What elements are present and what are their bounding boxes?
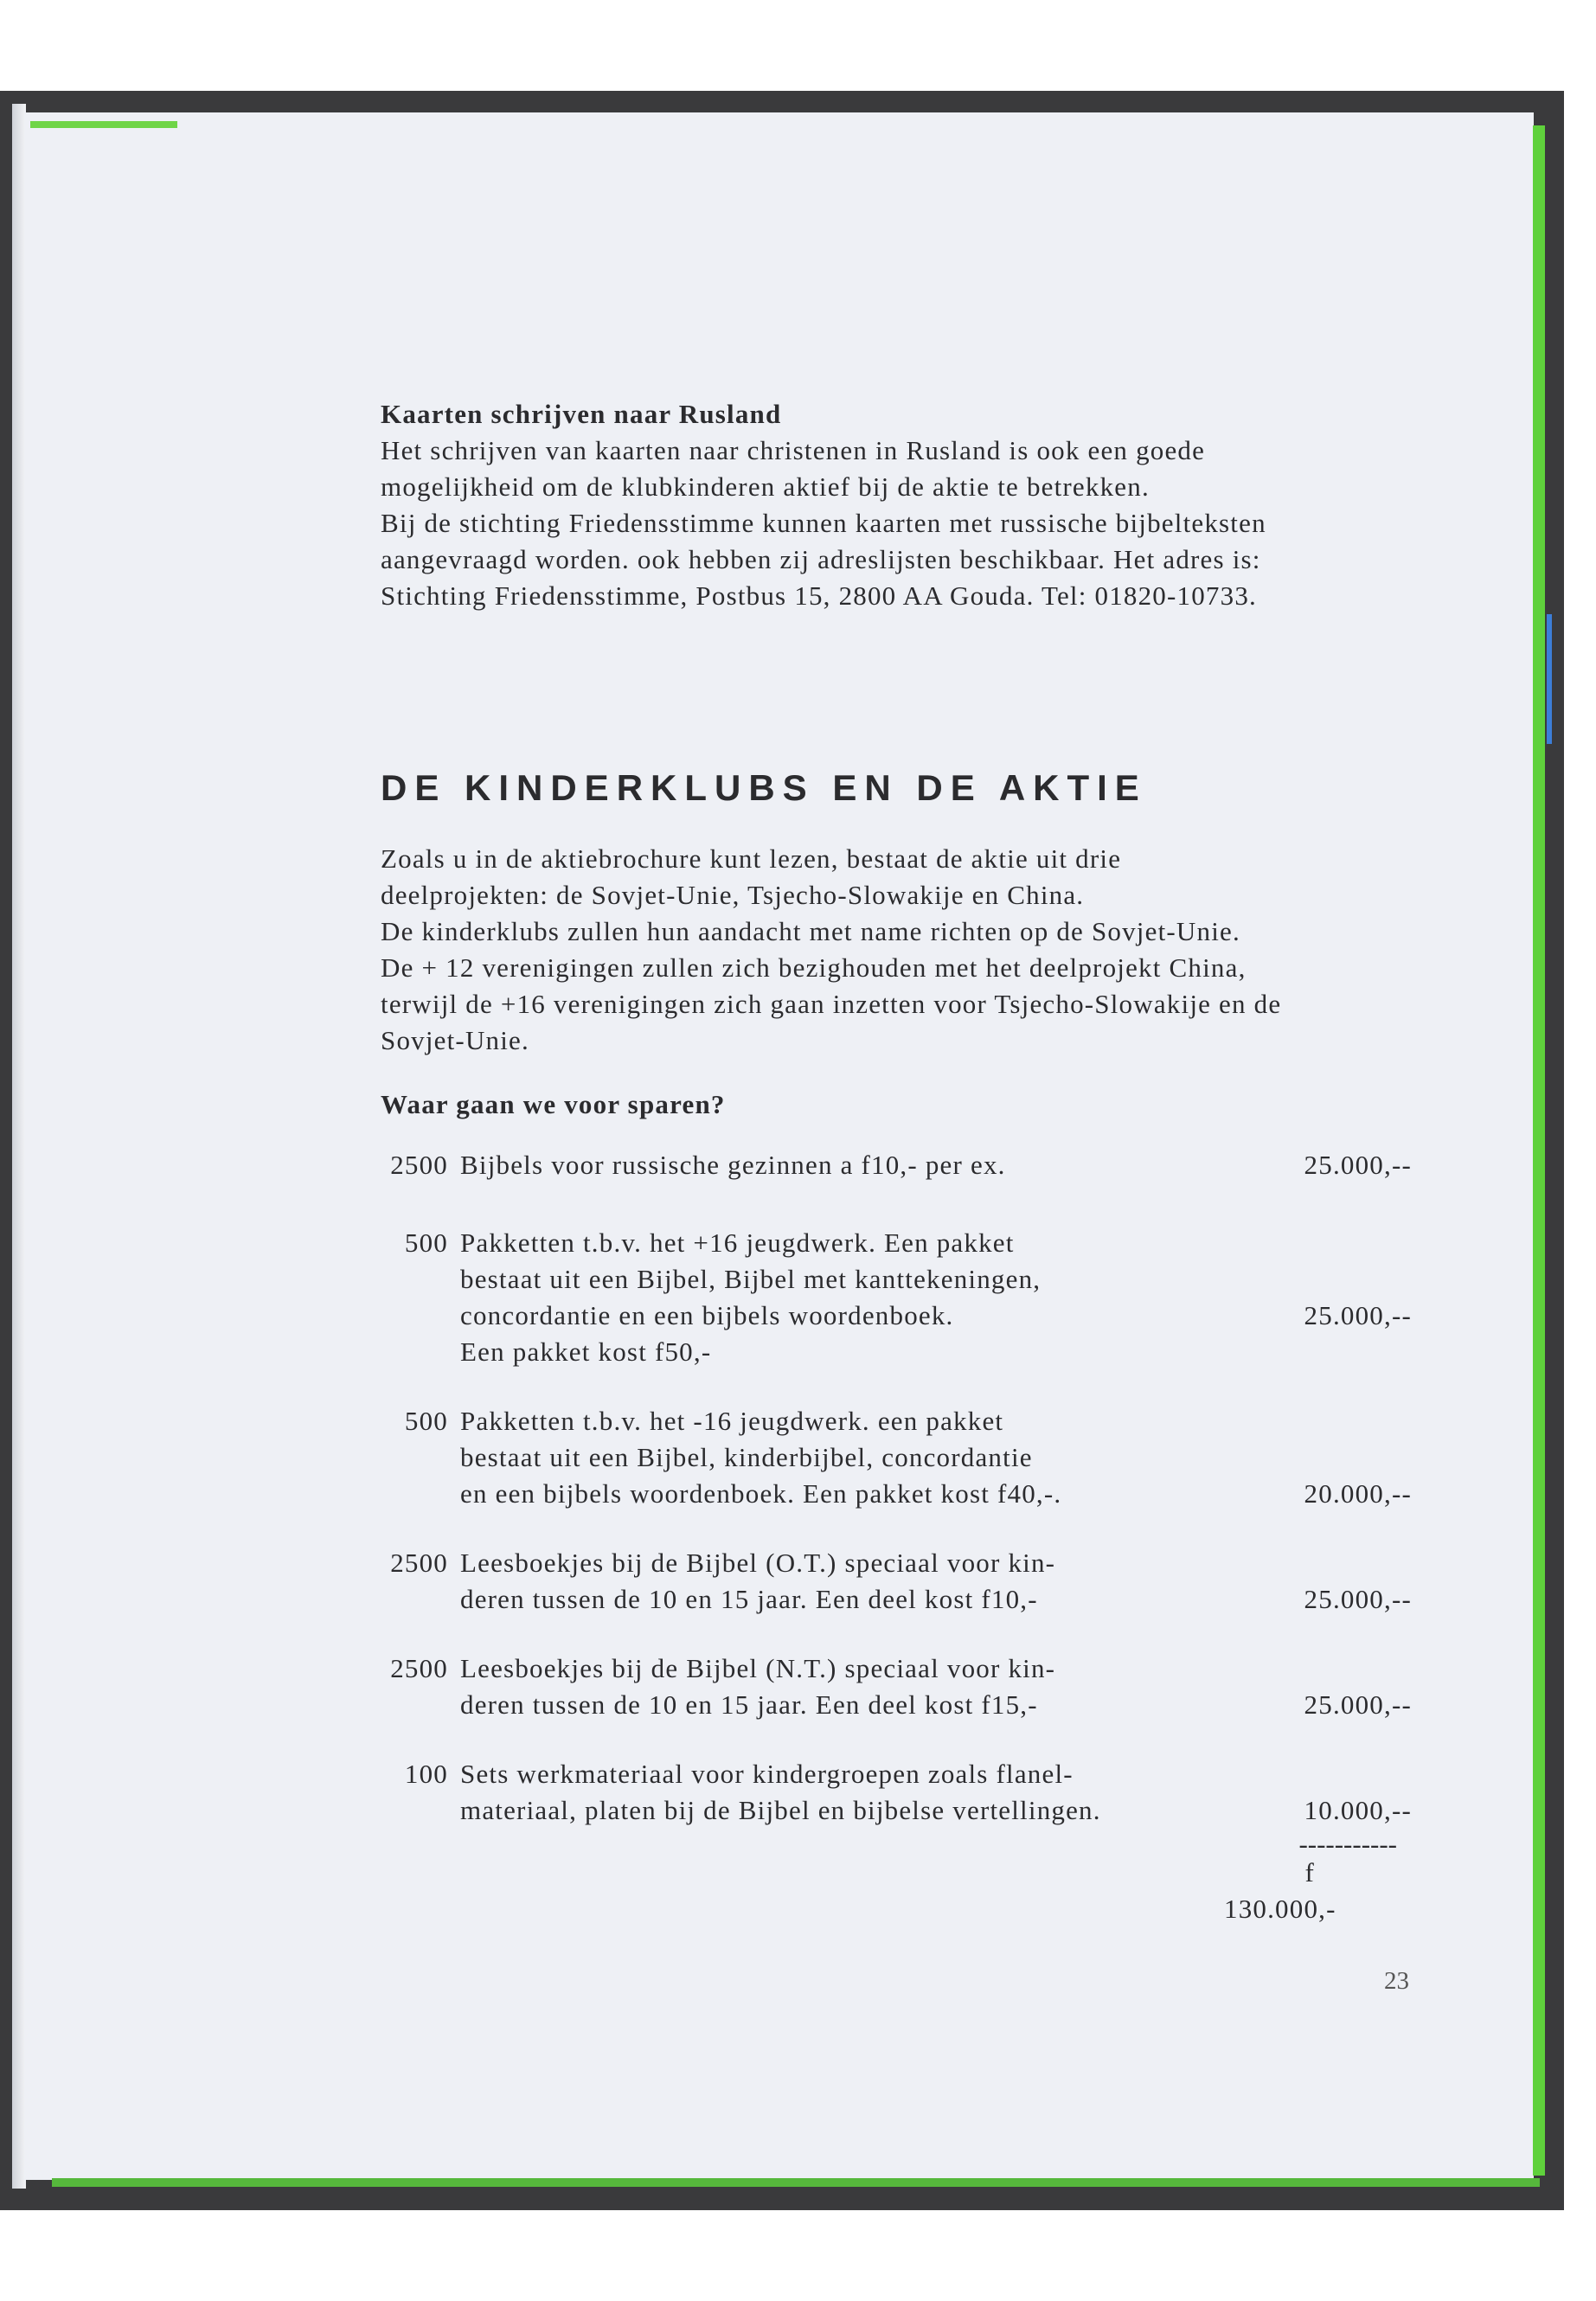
list-item [381,1756,1462,1829]
green-edge-bottom [52,2178,1540,2187]
item-amount: 10.000,-- [1304,1795,1412,1825]
list-item [381,1147,1462,1183]
section2-title: DE KINDERKLUBS EN DE AKTIE [381,767,1147,808]
total-rule: ----------- [1298,1829,1397,1859]
item-description-line: Bijbels voor russische gezinnen a f10,- per ex. [460,1150,1006,1180]
item-description-line: Leesboekjes bij de Bijbel (N.T.) speciaal voor kin- [460,1653,1056,1683]
section2-line: De + 12 verenigingen zullen zich bezighouden met het deelprojekt China, [381,952,1247,983]
total-amount: f 130.000,- [1224,1857,1336,1924]
list-item [381,1403,1462,1512]
section1-line: aangevraagd worden. ook hebben zij adreslijsten beschikbaar. Het adres is: [381,544,1261,574]
page-content [381,396,1462,1927]
list-item [381,1650,1462,1723]
item-description-line: Sets werkmateriaal voor kindergroepen zoals flanel- [460,1759,1074,1789]
item-description-line: deren tussen de 10 en 15 jaar. Een deel kost f15,- [460,1689,1038,1720]
item-description-line: en een bijbels woordenboek. Een pakket kost f40,-. [460,1478,1062,1509]
section2-line: De kinderklubs zullen hun aandacht met name richten op de Sovjet-Unie. [381,916,1240,946]
item-quantity: 500 [404,1227,448,1258]
item-quantity: 2500 [390,1150,448,1180]
section1-line: Stichting Friedensstimme, Postbus 15, 2800 AA Gouda. Tel: 01820-10733. [381,580,1257,611]
item-quantity: 2500 [390,1653,448,1683]
list-item [381,1545,1462,1618]
item-description [448,1225,1239,1370]
section1-line: Bij de stichting Friedensstimme kunnen kaarten met russische bijbelteksten [381,508,1266,538]
item-amount: 25.000,-- [1304,1150,1412,1180]
item-description [448,1650,1239,1723]
section1-heading: Kaarten schrijven naar Rusland [381,399,782,429]
page-number: 23 [1384,1967,1409,1995]
item-description-line: bestaat uit een Bijbel, Bijbel met kanttekeningen, [460,1264,1042,1294]
item-description-line: Een pakket kost f50,- [460,1336,712,1367]
item-description-line: Pakketten t.b.v. het -16 jeugdwerk. een pakket [460,1406,1004,1436]
item-description [448,1545,1239,1618]
section2-line: deelprojekten: de Sovjet-Unie, Tsjecho-Slowakije en China. [381,880,1085,910]
item-description-line: bestaat uit een Bijbel, kinderbijbel, concordantie [460,1442,1033,1472]
section2-line: Zoals u in de aktiebrochure kunt lezen, bestaat de aktie uit drie [381,843,1122,874]
item-description [448,1756,1239,1829]
item-description-line: Leesboekjes bij de Bijbel (O.T.) speciaal voor kin- [460,1548,1056,1578]
item-description-line: deren tussen de 10 en 15 jaar. Een deel kost f10,- [460,1584,1038,1614]
item-amount: 25.000,-- [1304,1300,1412,1330]
green-edge-right [1533,125,1545,2176]
savings-subheading: Waar gaan we voor sparen? [381,1089,726,1119]
item-amount: 25.000,-- [1304,1584,1412,1614]
item-quantity: 2500 [390,1548,448,1578]
item-description-line: materiaal, platen bij de Bijbel en bijbelse vertellingen. [460,1795,1101,1825]
section1-line: Het schrijven van kaarten naar christenen in Rusland is ook een goede [381,435,1206,465]
item-amount: 20.000,-- [1304,1478,1412,1509]
section1-line: mogelijkheid om de klubkinderen aktief bij de aktie te betrekken. [381,471,1150,502]
item-description-line: concordantie en een bijbels woordenboek. [460,1300,954,1330]
item-description [448,1147,1239,1183]
section2-line: terwijl de +16 verenigingen zich gaan inzetten voor Tsjecho-Slowakije en de [381,989,1282,1019]
list-item [381,1225,1462,1370]
item-description-line: Pakketten t.b.v. het +16 jeugdwerk. Een pakket [460,1227,1015,1258]
item-description [448,1403,1239,1512]
section2-line: Sovjet-Unie. [381,1025,529,1055]
green-edge-top [30,121,177,128]
item-amount: 25.000,-- [1304,1689,1412,1720]
blue-edge-mark [1547,614,1552,744]
item-quantity: 500 [404,1406,448,1436]
item-quantity: 100 [404,1759,448,1789]
